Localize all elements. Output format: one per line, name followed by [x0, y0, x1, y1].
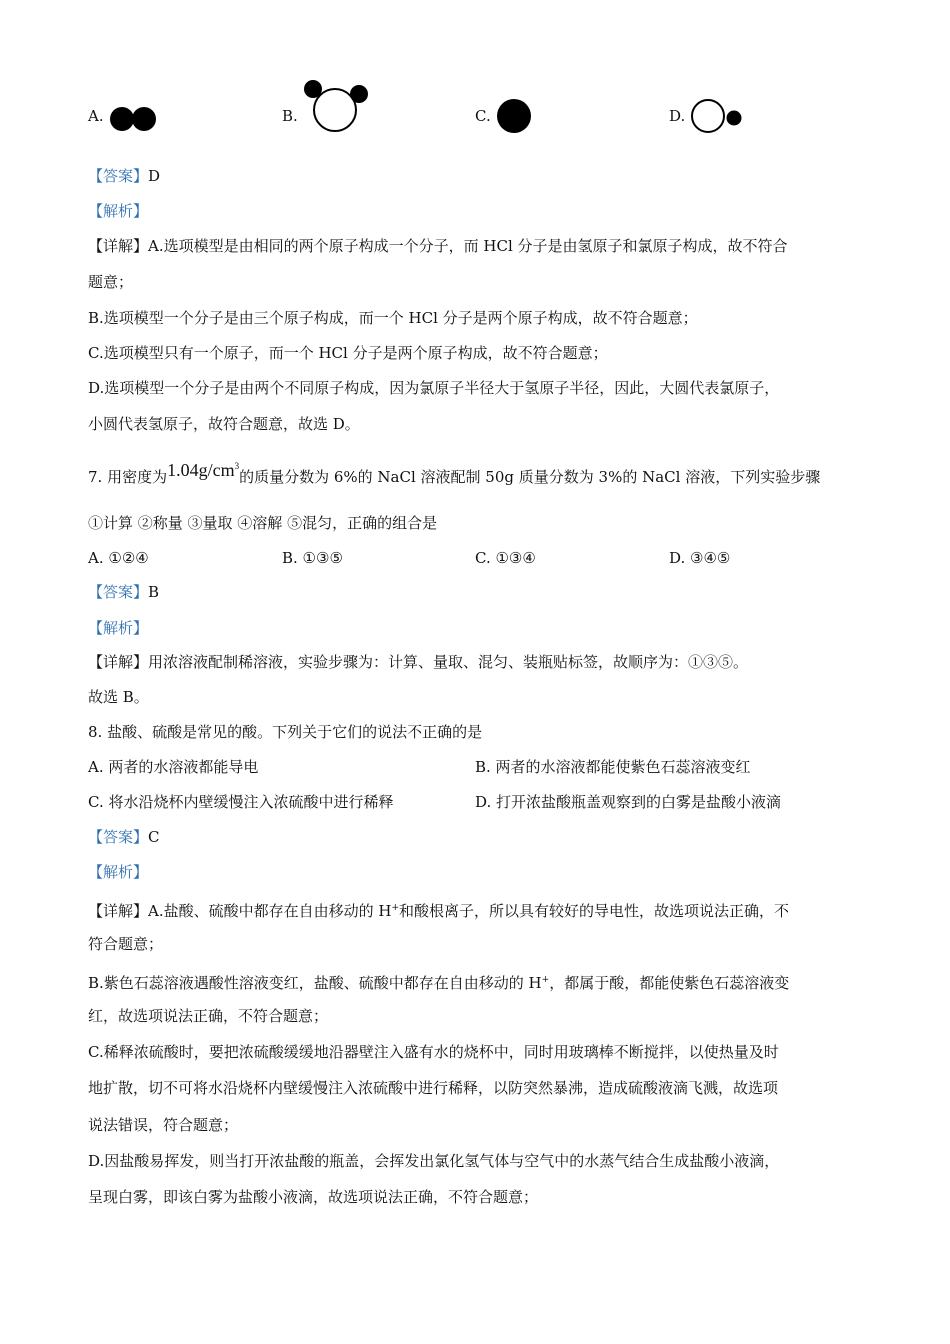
charge-superscript: + [391, 903, 400, 913]
answer-value: D [148, 167, 161, 185]
molecule-model-d-icon [690, 99, 746, 135]
q6-option-c-label: C. [475, 107, 491, 125]
q7-analysis-heading [88, 618, 148, 638]
q8-detail-line-7: 说法错误，符合题意； [88, 1116, 239, 1134]
detail-tag: 【详解】 [88, 653, 149, 671]
detail-text: A.盐酸、硫酸中都存在自由移动的 H [148, 902, 392, 920]
q7-option-a: A. ①②④ [88, 549, 149, 567]
q6-answer [88, 166, 160, 186]
q7-conclusion: 故选 B。 [88, 688, 149, 706]
q7-option-d: D. ③④⑤ [669, 549, 731, 567]
q6-detail-line-1 [88, 236, 788, 256]
density-value: 1.04g/cm [167, 460, 235, 480]
q8-detail-line-6: 地扩散，切不可将水沿烧杯内壁缓慢注入浓硫酸中进行稀释，以防突然暴沸，造成硫酸液滴飞溅，故选项 [88, 1079, 779, 1097]
q7-stem-line-1 [88, 462, 820, 487]
answer-tag: 【答案】 [88, 167, 149, 185]
detail-text: B.紫色石蕊溶液遇酸性溶液变红，盐酸、硫酸中都存在自由移动的 H [88, 974, 542, 992]
detail-tag: 【详解】 [88, 902, 149, 920]
q7-detail-line-1 [88, 652, 748, 672]
answer-value: C [148, 828, 160, 846]
q6-detail-line-5: D.选项模型一个分子是由两个不同原子构成，因为氯原子半径大于氢原子半径，因此，大圆代表氯原子， [88, 379, 780, 397]
q8-option-b: B. 两者的水溶液都能使紫色石蕊溶液变红 [475, 758, 751, 776]
detail-text: 用浓溶液配制稀溶液，实验步骤为：计算、量取、混匀、装瓶贴标签，故顺序为：①③⑤。 [148, 653, 749, 671]
detail-text: 和酸根离子，所以具有较好的导电性，故选项说法正确，不 [399, 902, 790, 920]
detail-text: A.选项模型是由相同的两个原子构成一个分子，而 HCl 分子是由氢原子和氯原子构成，故不符合 [148, 237, 788, 255]
q7-stem-line-2: ①计算 ②称量 ③量取 ④溶解 ⑤混匀，正确的组合是 [88, 514, 438, 532]
density-formula [167, 460, 239, 480]
q6-detail-line-4: C.选项模型只有一个原子，而一个 HCl 分子是两个原子构成，故不符合题意； [88, 344, 608, 362]
q8-option-a: A. 两者的水溶液都能导电 [88, 758, 259, 776]
q6-option-a-label: A. [88, 107, 104, 125]
answer-tag: 【答案】 [88, 583, 149, 601]
q7-stem-start: 7. 用密度为 [88, 468, 168, 486]
q8-detail-line-1 [88, 898, 789, 921]
q8-detail-line-9: 呈现白雾，即该白雾为盐酸小液滴，故选项说法正确，不符合题意； [88, 1188, 539, 1206]
molecule-model-c-icon [496, 98, 536, 136]
q8-detail-line-5: C.稀释浓硫酸时，要把浓硫酸缓缓地沿器壁注入盛有水的烧杯中，同时用玻璃棒不断搅拌，以使热量及时 [88, 1043, 779, 1061]
analysis-tag: 【解析】 [88, 202, 149, 220]
molecule-model-a-icon [108, 104, 160, 134]
charge-superscript: + [541, 975, 550, 985]
q6-detail-line-6: 小圆代表氢原子，故符合题意，故选 D。 [88, 415, 360, 433]
q8-stem: 8. 盐酸、硫酸是常见的酸。下列关于它们的说法不正确的是 [88, 723, 483, 741]
q7-stem-rest: 的质量分数为 6%的 NaCl 溶液配制 50g 质量分数为 3%的 NaCl 溶液，下列实验步骤 [239, 468, 821, 486]
molecule-model-b-icon [302, 78, 372, 136]
q8-analysis-heading [88, 862, 148, 882]
q7-option-c: C. ①③④ [475, 549, 536, 567]
q6-option-d-label: D. [669, 107, 686, 125]
q8-detail-line-4: 红，故选项说法正确，不符合题意； [88, 1007, 329, 1025]
density-exponent: 3 [234, 461, 240, 471]
q8-option-c: C. 将水沿烧杯内壁缓慢注入浓硫酸中进行稀释 [88, 793, 394, 811]
q6-analysis-heading [88, 201, 148, 221]
answer-tag: 【答案】 [88, 828, 149, 846]
q8-option-d: D. 打开浓盐酸瓶盖观察到的白雾是盐酸小液滴 [475, 793, 782, 811]
q7-answer [88, 582, 159, 602]
q8-detail-line-2: 符合题意； [88, 935, 164, 953]
detail-tag: 【详解】 [88, 237, 149, 255]
q8-detail-line-8: D.因盐酸易挥发，则当打开浓盐酸的瓶盖，会挥发出氯化氢气体与空气中的水蒸气结合生成盐酸小液滴， [88, 1152, 780, 1170]
detail-text: ，都属于酸，都能使紫色石蕊溶液变 [549, 974, 790, 992]
q6-option-b-label: B. [282, 107, 298, 125]
q6-detail-line-3: B.选项模型一个分子是由三个原子构成，而一个 HCl 分子是两个原子构成，故不符合题意； [88, 309, 698, 327]
answer-value: B [148, 583, 160, 601]
q8-detail-line-3 [88, 970, 789, 993]
q7-option-b: B. ①③⑤ [282, 549, 343, 567]
analysis-tag: 【解析】 [88, 619, 149, 637]
q6-detail-line-2: 题意； [88, 273, 134, 291]
analysis-tag: 【解析】 [88, 863, 149, 881]
q8-answer [88, 827, 160, 847]
